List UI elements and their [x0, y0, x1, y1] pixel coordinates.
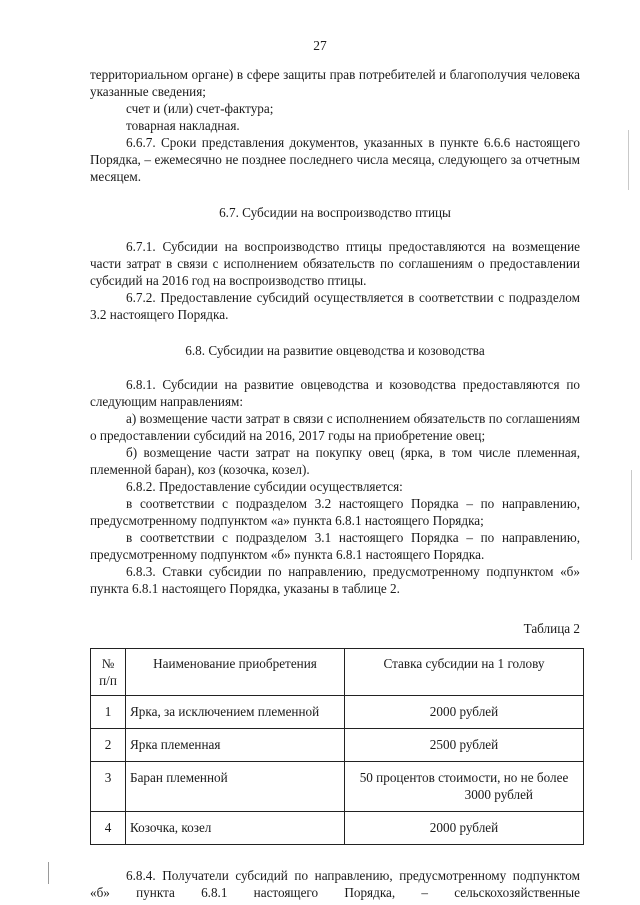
- paragraph-6-8-1-a: а) возмещение части затрат в связи с исполнением обязательств по соглашениям о предоставлении субсидий на 2016, 2017 годы на приобретение овец;: [90, 411, 580, 443]
- row-rate-line1: 50 процентов стоимости, но не более: [359, 770, 569, 785]
- table-row: [91, 762, 584, 812]
- page-number: 27: [313, 38, 327, 53]
- row-name: Ярка, за исключением племенной: [126, 696, 345, 729]
- row-num: 3: [91, 762, 126, 812]
- row-name: Баран племенной: [126, 762, 345, 812]
- row-num: 4: [91, 812, 126, 845]
- paragraph-6-8-2-first: в соответствии с подразделом 3.2 настоящего Порядка – по направлению, предусмотренному подпунктом «а» пункта 6.8.1 настоящего Порядка;: [90, 496, 580, 528]
- scan-corner-mark: [48, 862, 49, 884]
- row-rate: 2500 рублей: [345, 729, 584, 762]
- row-name: Козочка, козел: [126, 812, 345, 845]
- table-row: [91, 696, 584, 729]
- paragraph-6-8-2-second: в соответствии с подразделом 3.1 настоящего Порядка – по направлению, предусмотренному подпунктом «б» пункта 6.8.1 настоящего Порядка.: [90, 530, 580, 562]
- paragraph-6-7-2: 6.7.2. Предоставление субсидий осуществляется в соответствии с подразделом 3.2 настоящего Порядка.: [90, 290, 580, 322]
- row-rate: 2000 рублей: [345, 812, 584, 845]
- row-rate-line2: 3000 рублей: [464, 787, 533, 802]
- paragraph-6-7-1: 6.7.1. Субсидии на воспроизводство птицы предоставляются на возмещение части затрат в связи с исполнением обязательств по соглашениям о предоставлении субсидий на 2016 год на воспроизводство птицы.: [90, 239, 580, 288]
- paragraph-6-8-4-line2: «б» пункта 6.8.1 настоящего Порядка, – сельскохозяйственные: [90, 885, 580, 900]
- row-num: 1: [91, 696, 126, 729]
- rates-table: [90, 648, 584, 845]
- header-rate: Ставка субсидии на 1 голову: [345, 649, 584, 696]
- row-num: 2: [91, 729, 126, 762]
- table-caption: Таблица 2: [523, 621, 580, 636]
- paragraph-6-6-7: 6.6.7. Сроки представления документов, указанных в пункте 6.6.6 настоящего Порядка, – ежемесячно не позднее последнего числа месяца, следующего за отчетным месяцем.: [90, 135, 580, 184]
- row-rate: [345, 762, 584, 812]
- paragraph-6-8-3: 6.8.3. Ставки субсидии по направлению, предусмотренному подпунктом «б» пункта 6.8.1 настоящего Порядка, указаны в таблице 2.: [90, 564, 580, 596]
- document-body: [90, 66, 580, 901]
- scan-edge-mark: [631, 470, 632, 560]
- section-heading-6-7: 6.7. Субсидии на воспроизводство птицы: [219, 205, 451, 220]
- section-heading-6-8: 6.8. Субсидии на развитие овцеводства и козоводства: [185, 343, 485, 358]
- scan-edge-mark: [628, 130, 629, 190]
- row-rate: 2000 рублей: [345, 696, 584, 729]
- row-name: Ярка племенная: [126, 729, 345, 762]
- paragraph-6-8-1: 6.8.1. Субсидии на развитие овцеводства и козоводства предоставляются по следующим направлениям:: [90, 377, 580, 409]
- list-item-invoice: счет и (или) счет-фактура;: [126, 101, 274, 116]
- header-num: № п/п: [91, 649, 126, 696]
- table-row: [91, 729, 584, 762]
- table-row: [91, 812, 584, 845]
- paragraph-6-8-2: 6.8.2. Предоставление субсидии осуществляется:: [126, 479, 403, 494]
- list-item-waybill: товарная накладная.: [126, 118, 240, 133]
- paragraph-continuation: территориальном органе) в сфере защиты прав потребителей и благополучия человека указанные сведения;: [90, 67, 580, 99]
- paragraph-6-8-4-line1: 6.8.4. Получатели субсидий по направлению, предусмотренному подпунктом: [126, 868, 580, 883]
- header-name: Наименование приобретения: [126, 649, 345, 696]
- table-header-row: [91, 649, 584, 696]
- paragraph-6-8-1-b: б) возмещение части затрат на покупку овец (ярка, в том числе племенная, племенной баран), коз (козочка, козел).: [90, 445, 580, 477]
